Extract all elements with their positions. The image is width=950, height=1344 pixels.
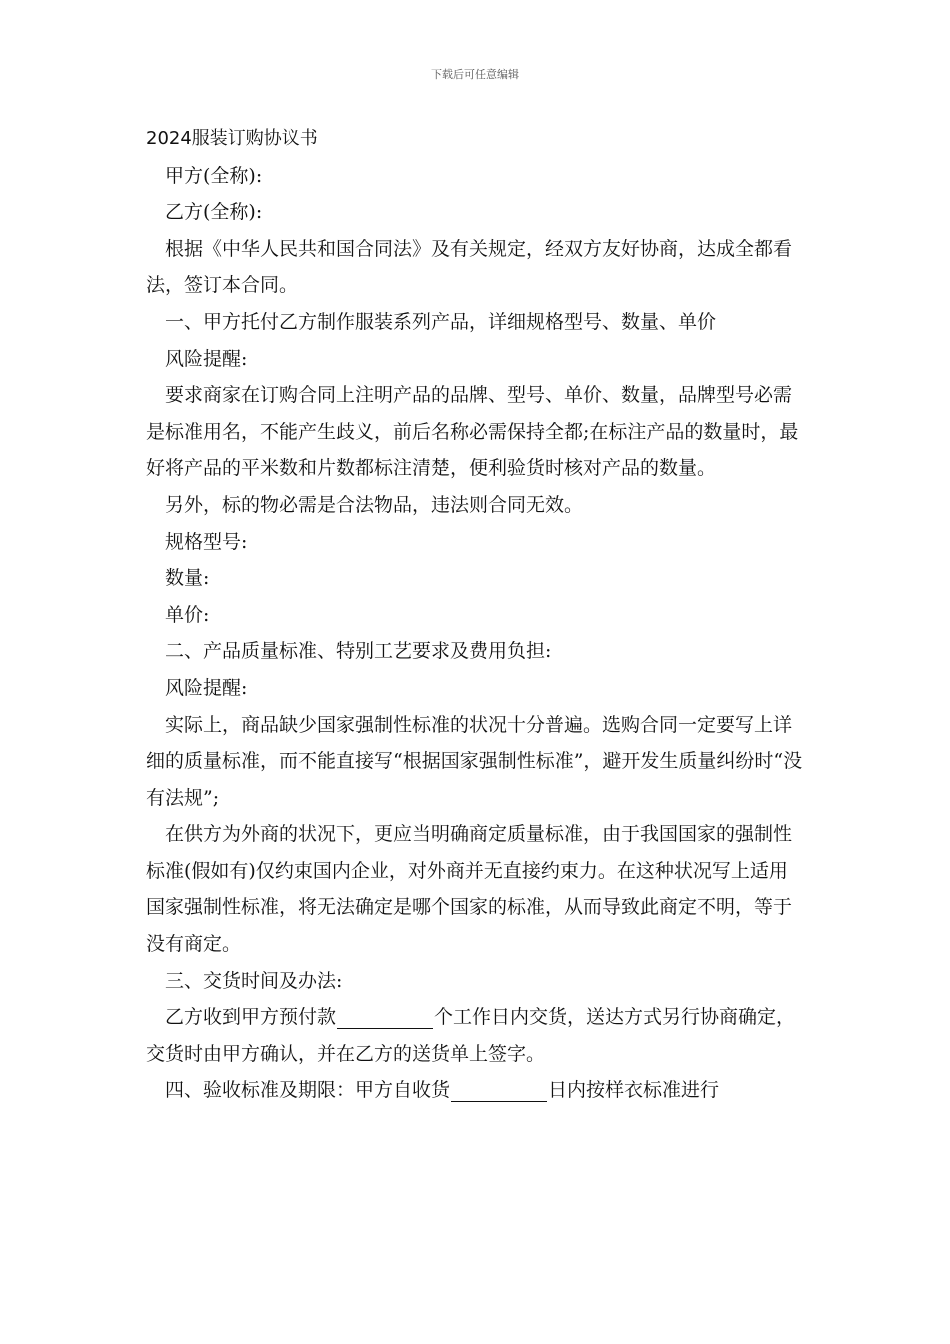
intro-paragraph: 根据《中华人民共和国合同法》及有关规定，经双方友好协商，达成全都看法，签订本合同。 bbox=[146, 237, 793, 297]
fill-in-blank bbox=[451, 1081, 547, 1102]
quantity-field-label: 数量: bbox=[165, 567, 210, 590]
spec-field-label: 规格型号: bbox=[165, 530, 248, 553]
section-3-text-after: 个工作日内交货，送达方式另行协商确定，交货时由甲方确认，并在乙方的送货单上签字。 bbox=[146, 1006, 796, 1065]
section-4-line bbox=[146, 1072, 806, 1109]
section-4-text-after: 日内按样衣标准进行 bbox=[548, 1079, 720, 1102]
section-2-heading: 二、产品质量标准、特别工艺要求及费用负担: bbox=[165, 640, 552, 663]
section-1-risk-label: 风险提醒: bbox=[165, 347, 248, 370]
section-3-paragraph bbox=[146, 999, 806, 1072]
party-a-line: 甲方(全称): bbox=[165, 164, 263, 187]
section-1-risk-paragraph-2: 另外，标的物必需是合法物品，违法则合同无效。 bbox=[165, 493, 584, 516]
section-2-risk-label: 风险提醒: bbox=[165, 676, 248, 699]
section-1-risk-paragraph-1: 要求商家在订购合同上注明产品的品牌、型号、单价、数量，品牌型号必需是标准用名，不能产生歧义，前后名称必需保持全都;在标注产品的数量时，最好将产品的平米数和片数都标注清楚，便利验货时核对产品的数量。 bbox=[146, 384, 799, 480]
section-4-text-before: 四、验收标准及期限：甲方自收货 bbox=[165, 1079, 451, 1102]
header-note: 下载后可任意编辑 bbox=[431, 68, 519, 81]
section-2-risk-paragraph-1: 实际上，商品缺少国家强制性标准的状况十分普遍。选购合同一定要写上详细的质量标准，而不能直接写“根据国家强制性标准”，避开发生质量纠纷时“没有法规”; bbox=[146, 713, 803, 809]
section-3-heading: 三、交货时间及办法: bbox=[165, 969, 343, 992]
section-3-text-before: 乙方收到甲方预付款 bbox=[165, 1006, 337, 1029]
price-field-label: 单价: bbox=[165, 603, 210, 626]
fill-in-blank bbox=[337, 1008, 433, 1029]
document-title: 2024服装订购协议书 bbox=[146, 128, 318, 149]
document-body bbox=[146, 121, 806, 1109]
section-2-risk-paragraph-2: 在供方为外商的状况下，更应当明确商定质量标准，由于我国国家的强制性标准(假如有)仅约束国内企业，对外商并无直接约束力。在这种状况写上适用国家强制性标准，将无法确定是哪个国家的标准，从而导致此商定不明，等于没有商定。 bbox=[146, 823, 793, 956]
section-1-heading: 一、甲方托付乙方制作服装系列产品，详细规格型号、数量、单价 bbox=[165, 310, 717, 333]
party-b-line: 乙方(全称): bbox=[165, 201, 263, 224]
